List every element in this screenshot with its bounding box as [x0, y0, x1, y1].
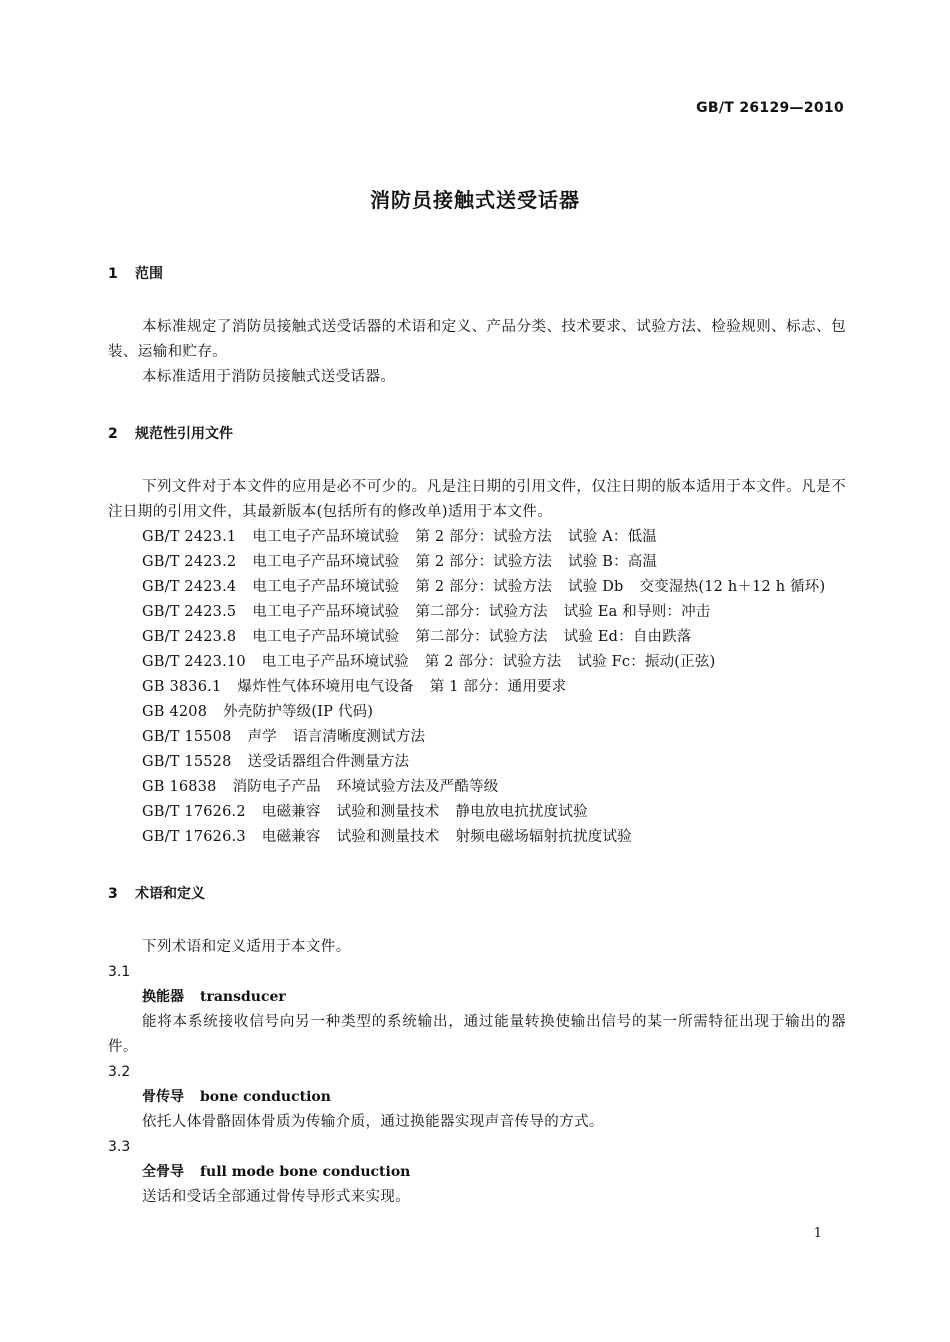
document-title: 消防员接触式送受话器	[370, 188, 580, 212]
reference-item	[108, 750, 846, 775]
reference-title: 电工电子产品环境试验	[252, 554, 400, 570]
standard-code: GB/T 26129—2010	[696, 100, 844, 116]
term-definition: 依托人体骨骼固体骨质为传输介质，通过换能器实现声音传导的方式。	[142, 1114, 604, 1130]
reference-title: 电磁兼容	[261, 829, 321, 845]
references-intro: 下列文件对于本文件的应用是必不可少的。凡是注日期的引用文件，仅注日期的版本适用于本文件。凡是不注日期的引用文件，其最新版本(包括所有的修改单)适用于本文件。	[108, 479, 846, 520]
reference-title: 电工电子产品环境试验	[252, 629, 400, 645]
reference-code: GB/T 17626.2	[142, 804, 246, 820]
reference-title: 试验 Db	[568, 579, 624, 595]
reference-title: 爆炸性气体环境用电气设备	[237, 679, 414, 695]
reference-item	[108, 600, 846, 625]
reference-code: GB/T 2423.2	[142, 554, 237, 570]
reference-code: GB/T 2423.1	[142, 529, 237, 545]
reference-title: 试验 Ed：自由跌落	[563, 629, 692, 645]
reference-title: 试验 Ea 和导则：冲击	[563, 604, 711, 620]
reference-title: 第二部分：试验方法	[415, 604, 548, 620]
reference-item	[108, 550, 846, 575]
term-name-zh: 全骨导	[142, 1164, 184, 1180]
term-number: 3.3	[108, 1139, 131, 1155]
reference-item	[108, 800, 846, 825]
reference-code: GB/T 17626.3	[142, 829, 246, 845]
term-name-en: full mode bone conduction	[200, 1164, 411, 1180]
reference-item	[108, 575, 846, 600]
reference-title: 第 2 部分：试验方法	[415, 579, 552, 595]
section-number: 2	[108, 426, 118, 442]
section-title: 术语和定义	[135, 886, 205, 902]
term-heading	[108, 1160, 846, 1185]
reference-code: GB 4208	[142, 704, 208, 720]
terms-intro: 下列术语和定义适用于本文件。	[142, 939, 351, 955]
term-name-en: bone conduction	[200, 1089, 331, 1105]
reference-code: GB/T 15508	[142, 729, 232, 745]
reference-item	[108, 650, 846, 675]
scope-paragraph-1: 本标准规定了消防员接触式送受话器的术语和定义、产品分类、技术要求、试验方法、检验规则、标志、包装、运输和贮存。	[108, 319, 846, 360]
reference-item	[108, 525, 846, 550]
term-heading	[108, 985, 846, 1010]
reference-title: 第 2 部分：试验方法	[424, 654, 562, 670]
section-number: 3	[108, 886, 118, 902]
reference-list	[108, 525, 846, 850]
section-title: 规范性引用文件	[135, 426, 233, 442]
reference-code: GB/T 2423.10	[142, 654, 246, 670]
term-number: 3.2	[108, 1064, 131, 1080]
reference-title: 第二部分：试验方法	[415, 629, 548, 645]
reference-title: 试验和测量技术	[336, 804, 440, 820]
term-name-zh: 换能器	[142, 989, 184, 1005]
reference-title: 电工电子产品环境试验	[252, 529, 400, 545]
reference-title: 试验 Fc：振动(正弦)	[577, 654, 716, 670]
term-heading	[108, 1085, 846, 1110]
reference-code: GB/T 2423.5	[142, 604, 237, 620]
reference-code: GB/T 2423.4	[142, 579, 237, 595]
reference-item	[108, 775, 846, 800]
reference-title: 第 2 部分：试验方法	[415, 554, 552, 570]
reference-code: GB 16838	[142, 779, 217, 795]
reference-item	[108, 700, 846, 725]
reference-item	[108, 675, 846, 700]
reference-title: 电工电子产品环境试验	[252, 604, 400, 620]
reference-title: 第 1 部分：通用要求	[429, 679, 567, 695]
reference-item	[108, 725, 846, 750]
reference-title: 第 2 部分：试验方法	[415, 529, 552, 545]
reference-title: 消防电子产品	[232, 779, 321, 795]
reference-title: 声学	[247, 729, 277, 745]
reference-title: 试验和测量技术	[336, 829, 440, 845]
reference-title: 电工电子产品环境试验	[261, 654, 409, 670]
section-heading-references	[108, 422, 846, 447]
term-name-zh: 骨传导	[142, 1089, 184, 1105]
term-definition: 送话和受话全部通过骨传导形式来实现。	[142, 1189, 411, 1205]
reference-item	[108, 825, 846, 850]
reference-code: GB/T 15528	[142, 754, 232, 770]
reference-code: GB/T 2423.8	[142, 629, 237, 645]
reference-title: 语言清晰度测试方法	[292, 729, 426, 745]
scope-paragraph-2: 本标准适用于消防员接触式送受话器。	[142, 369, 396, 385]
reference-title: 射频电磁场辐射抗扰度试验	[455, 829, 632, 845]
term-definition: 能将本系统接收信号向另一种类型的系统输出，通过能量转换使输出信号的某一所需特征出现于输出的器件。	[108, 1014, 846, 1055]
reference-title: 外壳防护等级(IP 代码)	[223, 704, 374, 720]
reference-title: 送受话器组合件测量方法	[247, 754, 410, 770]
document-body	[108, 262, 846, 1210]
reference-title: 电磁兼容	[261, 804, 321, 820]
section-heading-scope	[108, 262, 846, 287]
reference-title: 试验 B：高温	[568, 554, 658, 570]
term-name-en: transducer	[200, 989, 286, 1005]
reference-code: GB 3836.1	[142, 679, 222, 695]
section-title: 范围	[135, 266, 163, 282]
reference-title: 交变湿热(12 h＋12 h 循环)	[639, 579, 826, 595]
reference-item	[108, 625, 846, 650]
reference-title: 试验 A：低温	[568, 529, 657, 545]
reference-title: 静电放电抗扰度试验	[455, 804, 588, 820]
reference-title: 环境试验方法及严酷等级	[336, 779, 499, 795]
reference-title: 电工电子产品环境试验	[252, 579, 400, 595]
page-number: 1	[813, 1226, 822, 1241]
section-number: 1	[108, 266, 118, 282]
section-heading-terms	[108, 882, 846, 907]
term-number: 3.1	[108, 964, 131, 980]
